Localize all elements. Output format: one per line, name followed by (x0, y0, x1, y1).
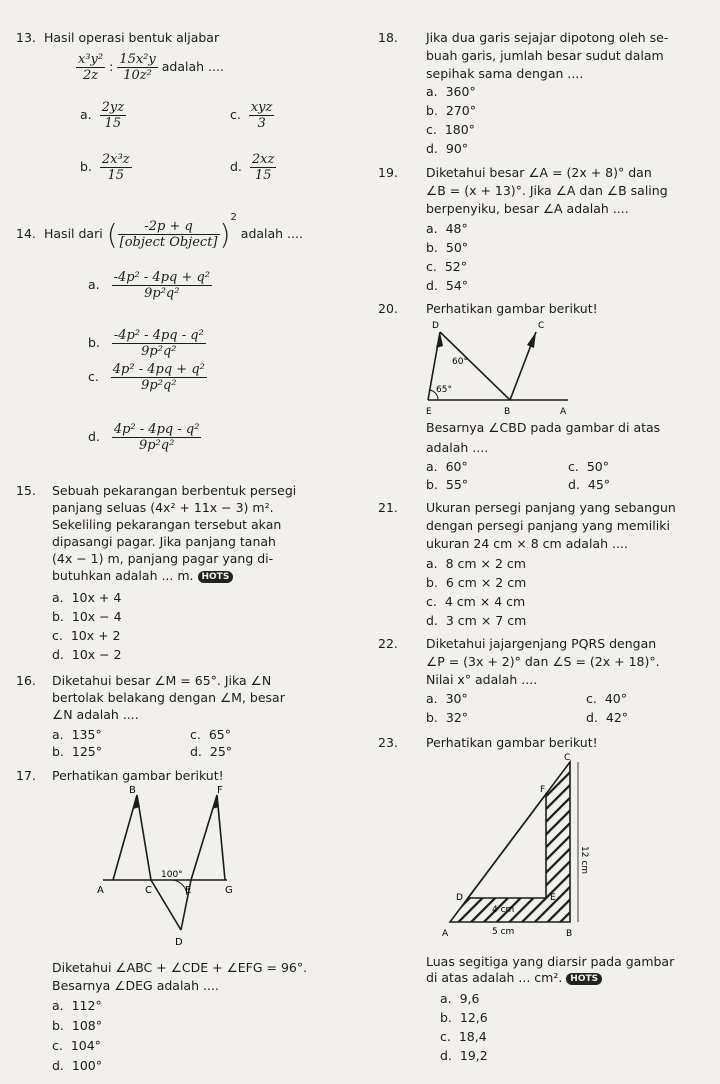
q16-option-d[interactable]: d. 25° (190, 744, 233, 759)
q14-number: 14. (16, 226, 36, 241)
q13-option-a[interactable]: a. $\frac{2yz}{15}$ (80, 100, 125, 131)
hots-badge: HOTS (566, 973, 602, 985)
ray-bc (137, 795, 151, 880)
label-b: B (129, 785, 136, 796)
q20-stem: Perhatikan gambar berikut! (426, 301, 598, 316)
q16-line: Diketahui besar ∠M = 65°. Jika ∠N (52, 673, 272, 688)
q13-option-d[interactable]: d. $\frac{2xz}{15}$ (230, 152, 275, 183)
label-d: D (432, 321, 439, 331)
q14-option-d[interactable]: d. $\frac{\text{4p² - 4pq - q²}}{\text{9p²q²}}$ (88, 422, 200, 453)
label-c: C (145, 885, 152, 896)
label-f: F (540, 785, 546, 795)
q22-line: Nilai x° adalah .... (426, 672, 538, 687)
label-d: D (175, 937, 183, 948)
q22-line: Diketahui jajargenjang PQRS dengan (426, 636, 657, 651)
q17-number: 17. (16, 768, 36, 783)
q14-option-c[interactable]: c. $\frac{\text{4p² - 4pq + q²}}{\text{9p²q²}}$ (88, 362, 205, 393)
ray-cd (151, 880, 181, 930)
q15-line: (4x − 1) m, panjang pagar yang di- (52, 551, 274, 566)
q15-number: 15. (16, 483, 36, 498)
q18-option-b[interactable]: b. 270° (426, 103, 476, 118)
q15-line: panjang seluas (4x² + 11x − 3) m². (52, 500, 274, 515)
q21-number: 21. (378, 500, 398, 515)
q15-option-b[interactable]: b. 10x − 4 (52, 609, 122, 624)
q23-figure (436, 752, 596, 942)
q19-number: 19. (378, 165, 398, 180)
q21-option-b[interactable]: b. 6 cm × 2 cm (426, 575, 527, 590)
q16-number: 16. (16, 673, 36, 688)
q19-option-c[interactable]: c. 52° (426, 259, 467, 274)
q21-option-a[interactable]: a. 8 cm × 2 cm (426, 556, 526, 571)
q23-stem: Perhatikan gambar berikut! (426, 735, 598, 750)
q23-line: Luas segitiga yang diarsir pada gambar (426, 954, 675, 969)
label-e: E (550, 893, 556, 903)
q13-stem: Hasil operasi bentuk aljabar (44, 30, 220, 45)
q23-line: di atas adalah ... cm². HOTS (426, 970, 602, 985)
q15-option-c[interactable]: c. 10x + 2 (52, 628, 121, 643)
q17-line: Diketahui ∠ABC + ∠CDE + ∠EFG = 96°. (52, 960, 308, 975)
q21-line: dengan persegi panjang yang memiliki (426, 518, 670, 533)
q20-option-a[interactable]: a. 60° (426, 459, 468, 474)
q21-option-c[interactable]: c. 4 cm × 4 cm (426, 594, 526, 609)
q19-line: berpenyiku, besar ∠A adalah .... (426, 201, 629, 216)
q22-option-d[interactable]: d. 42° (586, 710, 629, 725)
q17-stem: Perhatikan gambar berikut! (52, 768, 224, 783)
q17-figure (95, 785, 245, 950)
q13-number: 13. (16, 30, 36, 45)
label-c: C (564, 753, 571, 763)
label-e: E (185, 885, 192, 896)
q20-option-d[interactable]: d. 45° (568, 477, 611, 492)
width-label-de: 4 cm (492, 905, 515, 915)
q20-number: 20. (378, 301, 398, 316)
label-d: D (456, 893, 463, 903)
q19-line: ∠B = (x + 13)°. Jika ∠A dan ∠B saling (426, 183, 668, 198)
q22-option-a[interactable]: a. 30° (426, 691, 468, 706)
q21-line: Ukuran persegi panjang yang sebangun (426, 500, 676, 515)
arrow-marker (527, 332, 536, 348)
q23-option-b[interactable]: b. 12,6 (440, 1010, 488, 1025)
q18-line: sepihak sama dengan .... (426, 66, 584, 81)
q19-option-d[interactable]: d. 54° (426, 278, 469, 293)
label-c: C (538, 321, 545, 331)
label-e: E (426, 407, 432, 417)
q21-line: ukuran 24 cm × 8 cm adalah .... (426, 536, 628, 551)
angle-label-e: 65° (436, 385, 452, 395)
q20-line: Besarnya ∠CBD pada gambar di atas (426, 420, 661, 435)
q15-line: Sebuah pekarangan berbentuk persegi (52, 483, 297, 498)
q16-line: ∠N adalah .... (52, 707, 139, 722)
q16-line: bertolak belakang dengan ∠M, besar (52, 690, 285, 705)
q22-option-b[interactable]: b. 32° (426, 710, 469, 725)
label-b: B (504, 407, 511, 417)
q15-option-a[interactable]: a. 10x + 4 (52, 590, 122, 605)
angle-label: 100° (161, 870, 183, 880)
q23-option-c[interactable]: c. 18,4 (440, 1029, 487, 1044)
ray-fg (217, 795, 225, 880)
q15-line: butuhkan adalah ... m. HOTS (52, 568, 233, 583)
q16-option-c[interactable]: c. 65° (190, 727, 231, 742)
angle-label-d: 60° (452, 357, 468, 367)
q14-option-a[interactable]: a. $\frac{\text{-4p² - 4pq + q²}}{\text{9p²q²}}$ (88, 270, 211, 301)
q16-option-b[interactable]: b. 125° (52, 744, 102, 759)
q22-number: 22. (378, 636, 398, 651)
q17-option-a[interactable]: a. 112° (52, 998, 102, 1013)
q17-option-d[interactable]: d. 100° (52, 1058, 102, 1073)
width-label-ab: 5 cm (492, 927, 515, 937)
q18-line: buah garis, jumlah besar sudut dalam (426, 48, 664, 63)
q14-stem: Hasil dari ( $\frac{-2p + q}{\text{[object Object]}}$ )$^2$ adalah .... (44, 212, 303, 251)
q15-line: Sekeliling pekarangan tersebut akan (52, 517, 282, 532)
q22-option-c[interactable]: c. 40° (586, 691, 627, 706)
q20-option-c[interactable]: c. 50° (568, 459, 609, 474)
label-g: G (225, 885, 233, 896)
q15-line: dipasangi pagar. Jika panjang tanah (52, 534, 276, 549)
q20-line: adalah .... (426, 440, 489, 455)
q21-option-d[interactable]: d. 3 cm × 7 cm (426, 613, 527, 628)
q20-option-b[interactable]: b. 55° (426, 477, 469, 492)
q20-figure (418, 318, 578, 418)
q23-option-a[interactable]: a. 9,6 (440, 991, 480, 1006)
q23-number: 23. (378, 735, 398, 750)
q13-expression: $\frac{\text{x³y²}}{2z}$ : $\frac{\text{15x²y}}{\text{10z²}}$ adalah .... (78, 52, 224, 83)
q13-option-b[interactable]: b. $\frac{\text{2x³z}}{15}$ (80, 152, 130, 183)
q18-option-c[interactable]: c. 180° (426, 122, 475, 137)
q17-option-b[interactable]: b. 108° (52, 1018, 102, 1033)
q19-option-b[interactable]: b. 50° (426, 240, 469, 255)
q14-option-b[interactable]: b. $\frac{\text{-4p² - 4pq - q²}}{\text{9p²q²}}$ (88, 328, 204, 359)
q17-option-c[interactable]: c. 104° (52, 1038, 101, 1053)
q22-line: ∠P = (3x + 2)° dan ∠S = (2x + 18)°. (426, 654, 660, 669)
height-label: 12 cm (579, 846, 589, 875)
label-a: A (560, 407, 567, 417)
label-a: A (442, 929, 449, 939)
q23-option-d[interactable]: d. 19,2 (440, 1048, 488, 1063)
q17-line: Besarnya ∠DEG adalah .... (52, 978, 219, 993)
label-b: B (566, 929, 573, 939)
hots-badge: HOTS (198, 571, 234, 583)
q19-line: Diketahui besar ∠A = (2x + 8)° dan (426, 165, 652, 180)
q15-option-d[interactable]: d. 10x − 2 (52, 647, 122, 662)
q18-line: Jika dua garis sejajar dipotong oleh se- (426, 30, 669, 45)
q18-number: 18. (378, 30, 398, 45)
q18-option-d[interactable]: d. 90° (426, 141, 469, 156)
q16-option-a[interactable]: a. 135° (52, 727, 102, 742)
q13-option-c[interactable]: c. $\frac{\text{xyz}}{3}$ (230, 100, 273, 131)
q19-option-a[interactable]: a. 48° (426, 221, 468, 236)
label-f: F (217, 785, 223, 796)
q18-option-a[interactable]: a. 360° (426, 84, 476, 99)
label-a: A (97, 885, 104, 896)
